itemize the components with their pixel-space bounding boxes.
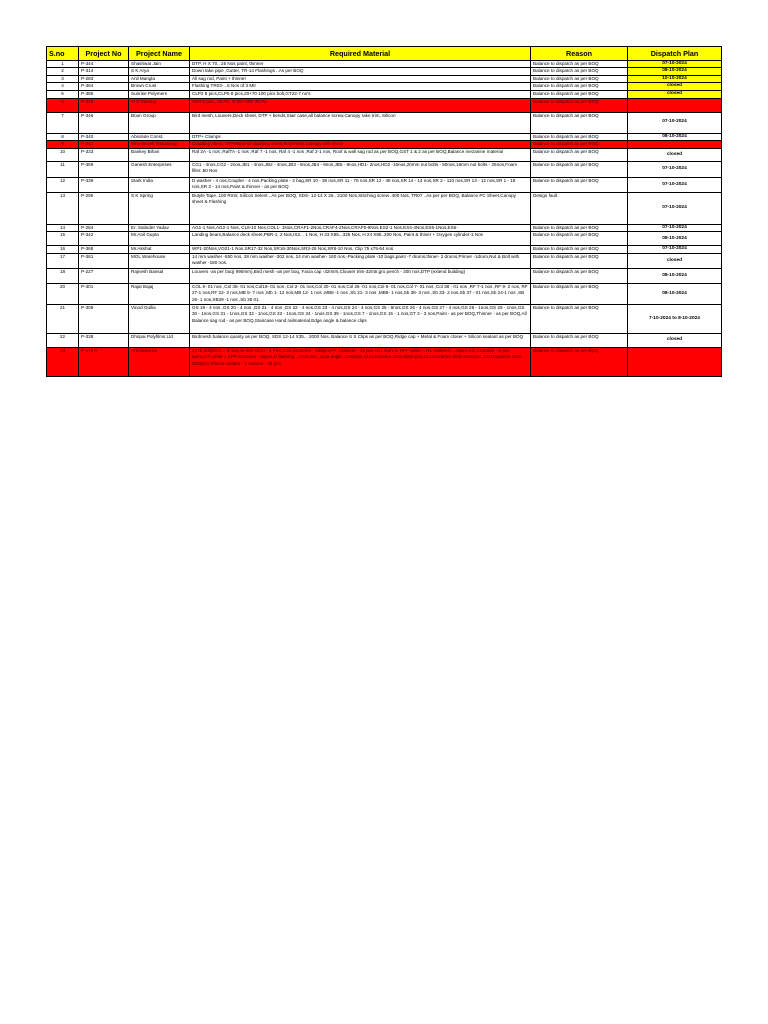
- table-row: [47, 112, 722, 133]
- header-project-name[interactable]: Project Name: [129, 47, 190, 61]
- cell-project-no[interactable]: P-314: [79, 68, 129, 75]
- table-row: [47, 162, 722, 178]
- cell-reason[interactable]: Balance to dispatch as per BOQ: [531, 225, 628, 232]
- cell-dispatch-plan[interactable]: closed: [628, 90, 722, 98]
- cell-sno[interactable]: 12: [47, 178, 79, 193]
- cell-sno[interactable]: 22: [47, 333, 79, 347]
- cell-sno[interactable]: 21: [47, 304, 79, 333]
- cell-project-no[interactable]: P-359: [79, 162, 129, 178]
- table-row: [47, 268, 722, 283]
- cell-project-no[interactable]: P-368: [79, 246, 129, 253]
- cell-dispatch-plan[interactable]: closed: [628, 253, 722, 268]
- header-project-no[interactable]: Project No: [79, 47, 129, 61]
- cell-sno[interactable]: 2: [47, 68, 79, 75]
- cell-required-material[interactable]: DTP, H X 70.. 25 Nos paint, thinner: [190, 61, 531, 68]
- cell-required-material[interactable]: All sag rod, Paint + thinner: [190, 75, 531, 82]
- cell-reason[interactable]: Balance to dispatch as per BOQ: [531, 283, 628, 304]
- table-row: [47, 246, 722, 253]
- cell-sno[interactable]: 14: [47, 225, 79, 232]
- table-row: [47, 141, 722, 149]
- cell-dispatch-plan[interactable]: 10-10-2024: [628, 75, 722, 82]
- cell-project-no[interactable]: P-340: [79, 133, 129, 140]
- cell-reason[interactable]: Design fault: [531, 193, 628, 225]
- cell-project-no[interactable]: P-178 A: [79, 347, 129, 376]
- cell-dispatch-plan[interactable]: closed: [628, 333, 722, 347]
- cell-required-material[interactable]: Butyle Tape..100 Rmtr, Silicon Selent ..As per BOQ, SDS- 12-14 X 25.. 2100 Nos,Stitching screw .400 Nos, TR07 ..As per per BOQ, Balance PC Sheet,Canopy sheet & Flashing: [190, 193, 531, 225]
- cell-dispatch-plan[interactable]: [628, 98, 722, 112]
- cell-dispatch-plan[interactable]: closed: [628, 83, 722, 90]
- dispatch-sheet: [46, 46, 721, 377]
- cell-required-material[interactable]: 14 mm washer -550 nos, 28 mm washer -302 nos, 24 mm washer- 160 nos,-Packing plate -10 bags,paint -7 drums,thiner- 2 drums,Primer -1drum,Nut & Bolt with washer -180 nos.: [190, 253, 531, 268]
- cell-sno[interactable]: 15: [47, 232, 79, 246]
- table-row: [47, 133, 722, 140]
- table-row: [47, 68, 722, 75]
- cell-project-name[interactable]: Brown Crust: [129, 83, 190, 90]
- cell-dispatch-plan[interactable]: 07-10-2024: [628, 178, 722, 193]
- cell-sno[interactable]: 1: [47, 61, 79, 68]
- cell-required-material[interactable]: Landing beam,Balance deck sheet,PBR-1, 2 Nos,IS2... 1 Nos, H 33 X85...325 Nos, H 24 X85..200 Nos, Paint & thiner + Oxygen cylinder-1 Nos: [190, 232, 531, 246]
- table-row: [47, 83, 722, 90]
- cell-required-material[interactable]: DTP+ Clamps: [190, 133, 531, 140]
- cell-sno[interactable]: 3: [47, 75, 79, 82]
- table-row: [47, 98, 722, 112]
- table-row: [47, 347, 722, 376]
- cell-sno[interactable]: 8: [47, 133, 79, 140]
- cell-sno[interactable]: 5: [47, 90, 79, 98]
- cell-dispatch-plan[interactable]: 07-10-2024: [628, 193, 722, 225]
- cell-reason[interactable]: Balance to dispatch as per BOQ: [531, 246, 628, 253]
- cell-project-name[interactable]: S K Spring: [129, 193, 190, 225]
- cell-dispatch-plan[interactable]: 07-10-2024: [628, 112, 722, 133]
- cell-required-material[interactable]: AG1-1 Nos,AG2-1 Nos, CL8-10 Nos,COL1- 1Nos,CRAF1-2Nos,CRAF4-2Nos,CRAF5-6Nos,ES2-1 Nos,ES4-4Nos,ES5-1Nos,ES6-: [190, 225, 531, 232]
- cell-reason[interactable]: Balance to dispatch as per BOQ: [531, 112, 628, 133]
- table-body: [47, 61, 722, 377]
- cell-sno[interactable]: 10: [47, 149, 79, 162]
- header-required-material[interactable]: Required Material: [190, 47, 531, 61]
- cell-sno[interactable]: 7: [47, 112, 79, 133]
- cell-reason[interactable]: Balance to dispatch as per BOQ: [531, 149, 628, 162]
- cell-reason[interactable]: Balance to dispatch as per BOQ: [531, 268, 628, 283]
- cell-sno[interactable]: 23: [47, 347, 79, 376]
- cell-reason[interactable]: Balance to dispatch as per BOQ: [531, 83, 628, 90]
- cell-project-name[interactable]: Sunrise Polymers: [129, 90, 190, 98]
- cell-required-material[interactable]: Vent 6 pics, 15 Pic, 8 SD+50K 25 Pic: [190, 98, 531, 112]
- dispatch-table: [46, 46, 722, 377]
- cell-dispatch-plan[interactable]: 08-10-2024: [628, 268, 722, 283]
- cell-required-material[interactable]: Raf 3A -1 nos ,RafTA -1 nos ,Raf 7 -1 nos, Raf 4 -1 nos ,Raf 2-1 nos, Roof & wall sag rod as per BOQ,GST 1 & 2 as per BOQ,Balance mezanine material: [190, 149, 531, 162]
- cell-required-material[interactable]: WP1-20Nos,VG01-1 Nos,SR17-32 Nos,SR16-30Nos,SR3-25 Nos,SR8-10 Nos, Clip 75 x75-64 nos: [190, 246, 531, 253]
- cell-reason[interactable]: Balance to dispatch as per BOQ: [531, 98, 628, 112]
- cell-dispatch-plan[interactable]: closed: [628, 149, 722, 162]
- cell-dispatch-plan[interactable]: 07-10-2024: [628, 162, 722, 178]
- table-row: [47, 90, 722, 98]
- cell-project-name[interactable]: Stark India: [129, 178, 190, 193]
- cell-project-name[interactable]: Dhripai Polyfilms Ltd: [129, 333, 190, 347]
- cell-reason[interactable]: Balance to dispatch as per BOQ: [531, 133, 628, 140]
- cell-project-no[interactable]: P-283: [79, 75, 129, 82]
- cell-project-no[interactable]: P-309: [79, 304, 129, 333]
- cell-required-material[interactable]: GS 19 - 4 nos ,GS 20 - 4 nos ,GS 21 - 4 nos ,GS 22 - 4 nos,GS 23 - 4 nos,GS 24 - 4 nos,GS 25 - 8nos,GS 26 - 4 nos,GS 27 - 4 nos,GS 28 - 1nos,GS 29 - 1nos,GS 30 - 1nos,GS 31 - 1nos,GS 32 - 1nos,GS 33 - 1nos,GS 34 - 1nos,GS 35 - 1nos,GS 7 - 1nos,GS 15 - 1 nos,GT 3 - 3 nos,Paint - as per BOQ,Thinner - as per BOQ,All Balance sag rod - as per BOQ,Staircase Hand railmaterial,Edge angle & balance clips: [190, 304, 531, 333]
- cell-project-name[interactable]: Mr.Anil Gupta: [129, 232, 190, 246]
- cell-reason[interactable]: Balance to dispatch as per BOQ: [531, 90, 628, 98]
- header-row: [47, 47, 722, 61]
- table-row: [47, 61, 722, 68]
- header-dispatch-plan[interactable]: Dispatch Plan: [628, 47, 722, 61]
- cell-project-no[interactable]: P-341: [79, 141, 129, 149]
- header-sno[interactable]: S.no: [47, 47, 79, 61]
- table-row: [47, 253, 722, 268]
- cell-sno[interactable]: 9: [47, 141, 79, 149]
- cell-project-name[interactable]: S K Arya: [129, 68, 190, 75]
- table-row: [47, 333, 722, 347]
- cell-project-no[interactable]: P-227: [79, 268, 129, 283]
- cell-required-material[interactable]: Flashing TR03-...5 Nos of 3 Mtr: [190, 83, 531, 90]
- cell-sno[interactable]: 20: [47, 283, 79, 304]
- table-row: [47, 304, 722, 333]
- table-row: [47, 178, 722, 193]
- cell-project-no[interactable]: P-318: [79, 98, 129, 112]
- cell-project-no[interactable]: P-295: [79, 193, 129, 225]
- cell-required-material[interactable]: Louvers -as per boq( 990mm),Bird mesh -as per boq, Facia cap -32mtrs,Clouser trim-32mtr,gro pench - 300 nos,DTP (extend building): [190, 268, 531, 283]
- table-row: [47, 193, 722, 225]
- cell-reason[interactable]: Balance to dispatch as per BOQ: [531, 162, 628, 178]
- table-row: [47, 232, 722, 246]
- cell-project-name[interactable]: Ganesh Enterprises: [129, 162, 190, 178]
- cell-sno[interactable]: 16: [47, 246, 79, 253]
- header-reason[interactable]: Reason: [531, 47, 628, 61]
- cell-reason[interactable]: Balance to dispatch as per BOQ: [531, 68, 628, 75]
- cell-project-name[interactable]: Rajat Bajaj: [129, 283, 190, 304]
- cell-sno[interactable]: 11: [47, 162, 79, 178]
- cell-required-material[interactable]: CG1 - 4nos,CG2 - 2nos,JB1 - 4nos,JB2 - 4nos,JB3 - 6nos,JB4 - 8nos,JB5 - 8nos,HD1- 2nos,HD2 -16nos,20mm nut bolts - 50nos,16mm nut bolts - 25nos,Foam filler..50 Nos: [190, 162, 531, 178]
- cell-project-name[interactable]: Anil Bukerna: [129, 347, 190, 376]
- table-row: [47, 225, 722, 232]
- cell-required-material[interactable]: Cladding sheet, DTP,Material cladding sheet,Bird mesh,Canopy with sheet: [190, 141, 531, 149]
- cell-reason[interactable]: Balance to dispatch as per BOQ: [531, 232, 628, 246]
- cell-reason[interactable]: Balance to dispatch as per BOQ: [531, 333, 628, 347]
- cell-dispatch-plan[interactable]: 08-10-2024: [628, 283, 722, 304]
- cell-project-name[interactable]: Boun Group: [129, 112, 190, 133]
- cell-dispatch-plan[interactable]: 7-10-2024 to 8-10-2024: [628, 304, 722, 333]
- cell-dispatch-plan[interactable]: [628, 347, 722, 376]
- cell-project-no[interactable]: P-284: [79, 225, 129, 232]
- table-row: [47, 75, 722, 82]
- cell-project-name[interactable]: Vinod Gullia: [129, 304, 190, 333]
- cell-required-material[interactable]: COL 5- 01 nos ,Col 35- 01 nos,Col19- 01 nos ,Col 2- 01 nos,Col 30- 01 nos,Col 26 -01 nos,Col 6- 01 nos,Col 7- 01 nos ,Col 38 - 01 nos ,RF 7-1 nos ,RF 9- 2 nos, RF 27-1 nos,RF 22- 2 nos,MB 5- 7 nos ,Mb 1- 12 nos,MB 12- 1 nos ,MB8 -1 nos ,Sb 21- 3 nos ,MB6- 1 nos,Sb 38- 3 nos ,Sb 33- 2 nos,Sb 37 - 01 nos,Sb 24-1 nos ,SB 25- 1 nos,SB39 -1 nos ,Sb 35 01: [190, 283, 531, 304]
- cell-reason[interactable]: Balance to dispatch as per BOQ: [531, 141, 628, 149]
- cell-reason[interactable]: Balance to dispatch as per BOQ: [531, 347, 628, 376]
- cell-project-name[interactable]: Rajnesh Bansal: [129, 268, 190, 283]
- cell-project-name[interactable]: Anil Mangla: [129, 75, 190, 82]
- cell-dispatch-plan[interactable]: 07-10-2024: [628, 246, 722, 253]
- cell-required-material[interactable]: Birdmesh balance quanty as per BOQ, SDS 12-14 X35... 2000 Nos, Balance S S Clips as per BOQ,Ridge cap + Metal & Foam closer + Silicon sealant as per BOQ: [190, 333, 531, 347]
- cell-sno[interactable]: 6: [47, 98, 79, 112]
- cell-reason[interactable]: Balance to dispatch as per BOQ: [531, 61, 628, 68]
- cell-reason[interactable]: Balance to dispatch as per BOQ: [531, 304, 628, 333]
- cell-project-name[interactable]: Wheelswell (Mandeep): [129, 141, 190, 149]
- cell-required-material[interactable]: Down take pipe ,Gutter, TR-14 Flashings ..As per BOQ: [190, 68, 531, 75]
- cell-project-no[interactable]: P-344: [79, 61, 129, 68]
- cell-project-name[interactable]: Mr.Akshat: [129, 246, 190, 253]
- cell-project-name[interactable]: M S Casting: [129, 98, 190, 112]
- cell-required-material[interactable]: CLP2 8 pics,CLP5 8 pics,20+70 100 pics bolt,GT22-7 no's: [190, 90, 531, 98]
- cell-sno[interactable]: 18: [47, 268, 79, 283]
- cell-project-name[interactable]: Absolute Const.: [129, 133, 190, 140]
- cell-project-no[interactable]: P-381: [79, 253, 129, 268]
- table-row: [47, 283, 722, 304]
- cell-project-no[interactable]: P-342: [79, 232, 129, 246]
- cell-dispatch-plan[interactable]: 08-10-2024: [628, 133, 722, 140]
- cell-project-name[interactable]: MGL Warehouse: [129, 253, 190, 268]
- cell-project-no[interactable]: P-301: [79, 283, 129, 304]
- cell-project-no[interactable]: P-364: [79, 83, 129, 90]
- cell-dispatch-plan[interactable]: 07-10-2024: [628, 225, 722, 232]
- cell-sno[interactable]: 13: [47, 193, 79, 225]
- cell-dispatch-plan[interactable]: [628, 141, 722, 149]
- cell-required-material[interactable]: 3175 drill(SDS... 8 nos,Air.400 Ohm - 3 Pics,CS1-4000mm - 200pcs,FF 4115mm - 39 pcs AB1 Galv in RPF white = R1-3560mm...30pcs,AB-2100mm - 6 pcs sams,DT white + SPP-3250mm - 16pcs,D flashing...1000mm...Gala angle..1000mm,14x14x55mm SDS-6000 pcs,12x18x25mm SDS-400Opcs,12x18x18mm SDS - 2000pcs,Silicon sealant - 2 cartons - 48 pcs: [190, 347, 531, 376]
- cell-required-material[interactable]: D washer - 4 nos,Coupler - 4 nos,Packing plate - 2 bag,SR 10 - 38 nos,SR 11 - 76 nos,SR 12 - 48 nos,SR 14 - 14 nos,SR 2 - 110 nos,SR 13 - 12 nos,SR 1 - 18 nos,SR 3 - 14 nos,Paint & thinner - as per BOQ: [190, 178, 531, 193]
- cell-project-name[interactable]: Er. Satinder Yadav: [129, 225, 190, 232]
- cell-required-material[interactable]: Bird mesh, Louvers,Deck sheet, DTP + bends,Stair case,all balance screw,Canopy rake trim, Silicon: [190, 112, 531, 133]
- cell-project-no[interactable]: P-339: [79, 178, 129, 193]
- cell-project-name[interactable]: Shashwat Jain: [129, 61, 190, 68]
- cell-project-no[interactable]: P-338: [79, 333, 129, 347]
- cell-reason[interactable]: Balance to dispatch as per BOQ: [531, 75, 628, 82]
- cell-dispatch-plan[interactable]: 07-10-2024: [628, 61, 722, 68]
- cell-reason[interactable]: Balance to dispatch as per BOQ: [531, 253, 628, 268]
- cell-project-no[interactable]: P-333: [79, 149, 129, 162]
- cell-dispatch-plan[interactable]: 08-10-2024: [628, 68, 722, 75]
- cell-reason[interactable]: Balance to dispatch as per BOQ: [531, 178, 628, 193]
- cell-project-no[interactable]: P-346: [79, 112, 129, 133]
- cell-sno[interactable]: 17: [47, 253, 79, 268]
- cell-sno[interactable]: 4: [47, 83, 79, 90]
- cell-dispatch-plan[interactable]: 08-10-2024: [628, 232, 722, 246]
- cell-project-no[interactable]: P-385: [79, 90, 129, 98]
- cell-project-name[interactable]: Bankey Bihari: [129, 149, 190, 162]
- table-row: [47, 149, 722, 162]
